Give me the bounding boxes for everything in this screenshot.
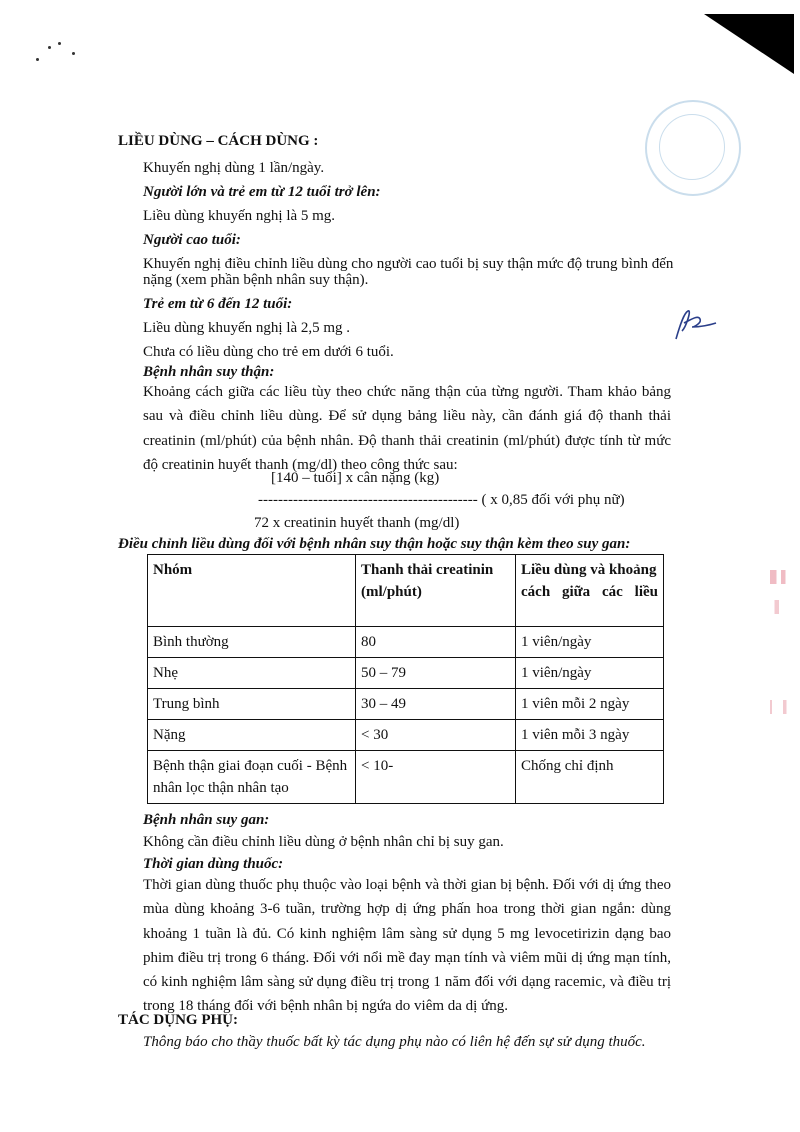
table-cell: 50 – 79 bbox=[356, 658, 516, 689]
side-effects-text: Thông báo cho thầy thuốc bất kỳ tác dụng phụ nào có liên hệ đến sự sử dụng thuốc. bbox=[143, 1034, 646, 1050]
edge-mark bbox=[770, 700, 792, 714]
table-row bbox=[148, 720, 664, 751]
section-title-side-effects: TÁC DỤNG PHỤ: bbox=[118, 1012, 238, 1028]
table-cell: 1 viên/ngày bbox=[516, 658, 664, 689]
table-cell: Nhẹ bbox=[148, 658, 356, 689]
table-header-cell: Thanh thải creatinin (ml/phút) bbox=[356, 555, 516, 627]
table-cell: Chống chỉ định bbox=[516, 751, 664, 804]
elderly-text-line-2: nặng (xem phần bệnh nhân suy thận). bbox=[143, 272, 369, 288]
duration-text: Thời gian dùng thuốc phụ thuộc vào loại bệnh và thời gian bị bệnh. Đối với dị ứng theo mùa dùng khoảng 3-6 tuần, trường hợp dị ứng phấn hoa trong thời gian ngắn: dùng khoảng 1 tuần là đủ. Có kinh nghiệm lâm sàng sử dụng 5 mg levocetirizin dạng bao phim điều trị trong 6 tháng. Đối với nổi mề đay mạn tính và viêm mũi dị ứng mạn tính, có kinh nghiệm lâm sàng sử dụng điều trị trong 1 năm đối với dạng racemic, và điều trị trong 18 tháng đối với bệnh nhân bị ngứa do viêm da dị ứng. bbox=[143, 877, 671, 1015]
formula-denominator: 72 x creatinin huyết thanh (mg/dl) bbox=[254, 515, 460, 531]
table-row bbox=[148, 627, 664, 658]
edge-mark bbox=[770, 570, 792, 584]
formula-numerator: [140 – tuổi] x cân nặng (kg) bbox=[271, 470, 440, 486]
table-cell: 30 – 49 bbox=[356, 689, 516, 720]
table-cell: 1 viên mỗi 2 ngày bbox=[516, 689, 664, 720]
table-cell: < 10- bbox=[356, 751, 516, 804]
table-header-row bbox=[148, 555, 664, 627]
scan-speck bbox=[36, 58, 39, 61]
dosage-intro: Khuyến nghị dùng 1 lần/ngày. bbox=[143, 160, 325, 176]
table-header-cell: Liều dùng và khoảng cách giữa các liều bbox=[516, 555, 664, 627]
subheading-duration: Thời gian dùng thuốc: bbox=[143, 856, 284, 872]
renal-text: Khoảng cách giữa các liều tùy theo chức năng thận của từng người. Tham khảo bảng sau và điều chỉnh liều dùng. Để sử dụng bảng liều này, cần đánh giá độ thanh thải creatinin (ml/phút) của bệnh nhân. Độ thanh thải creatinin (ml/phút) được tính từ mức độ creatinin huyết thanh (mg/dl) theo công thức sau: bbox=[143, 384, 671, 473]
table-cell: Trung bình bbox=[148, 689, 356, 720]
subheading-hepatic: Bệnh nhân suy gan: bbox=[143, 812, 270, 828]
scan-corner-mark bbox=[704, 14, 794, 74]
subheading-children: Trẻ em từ 6 đến 12 tuổi: bbox=[143, 296, 293, 312]
adults-text: Liều dùng khuyến nghị là 5 mg. bbox=[143, 208, 336, 224]
table-cell: Nặng bbox=[148, 720, 356, 751]
formula-fraction-bar: -------------------------------------------- ( x 0,85 đối với phụ nữ) bbox=[258, 492, 625, 508]
elderly-text-line-1: Khuyến nghị điều chỉnh liều dùng cho người cao tuổi bị suy thận mức độ trung bình đến bbox=[143, 256, 674, 272]
subheading-renal: Bệnh nhân suy thận: bbox=[143, 364, 275, 380]
scan-speck bbox=[58, 42, 61, 45]
subheading-elderly: Người cao tuổi: bbox=[143, 232, 241, 248]
section-title-dosage: LIỀU DÙNG – CÁCH DÙNG : bbox=[118, 133, 319, 149]
table-row bbox=[148, 751, 664, 804]
children-text-line-2: Chưa có liều dùng cho trẻ em dưới 6 tuổi. bbox=[143, 344, 394, 360]
edge-mark bbox=[770, 600, 792, 614]
table-header-cell: Nhóm bbox=[148, 555, 356, 627]
table-cell: Bệnh thận giai đoạn cuối - Bệnh nhân lọc thận nhân tạo bbox=[148, 751, 356, 804]
table-cell: 80 bbox=[356, 627, 516, 658]
table-cell: 1 viên mỗi 3 ngày bbox=[516, 720, 664, 751]
table-caption: Điều chỉnh liều dùng đối với bệnh nhân suy thận hoặc suy thận kèm theo suy gan: bbox=[118, 536, 631, 552]
signature-mark bbox=[670, 305, 720, 345]
table-cell: 1 viên/ngày bbox=[516, 627, 664, 658]
scan-speck bbox=[72, 52, 75, 55]
scan-speck bbox=[48, 46, 51, 49]
children-text-line-1: Liều dùng khuyến nghị là 2,5 mg . bbox=[143, 320, 351, 336]
table-row bbox=[148, 658, 664, 689]
subheading-adults: Người lớn và trẻ em từ 12 tuổi trở lên: bbox=[143, 184, 381, 200]
hepatic-text: Không cần điều chỉnh liều dùng ở bệnh nhân chỉ bị suy gan. bbox=[143, 834, 504, 850]
seal-stamp bbox=[645, 100, 741, 196]
table-cell: Bình thường bbox=[148, 627, 356, 658]
table-row bbox=[148, 689, 664, 720]
table-cell: < 30 bbox=[356, 720, 516, 751]
dose-adjustment-table bbox=[147, 554, 664, 804]
